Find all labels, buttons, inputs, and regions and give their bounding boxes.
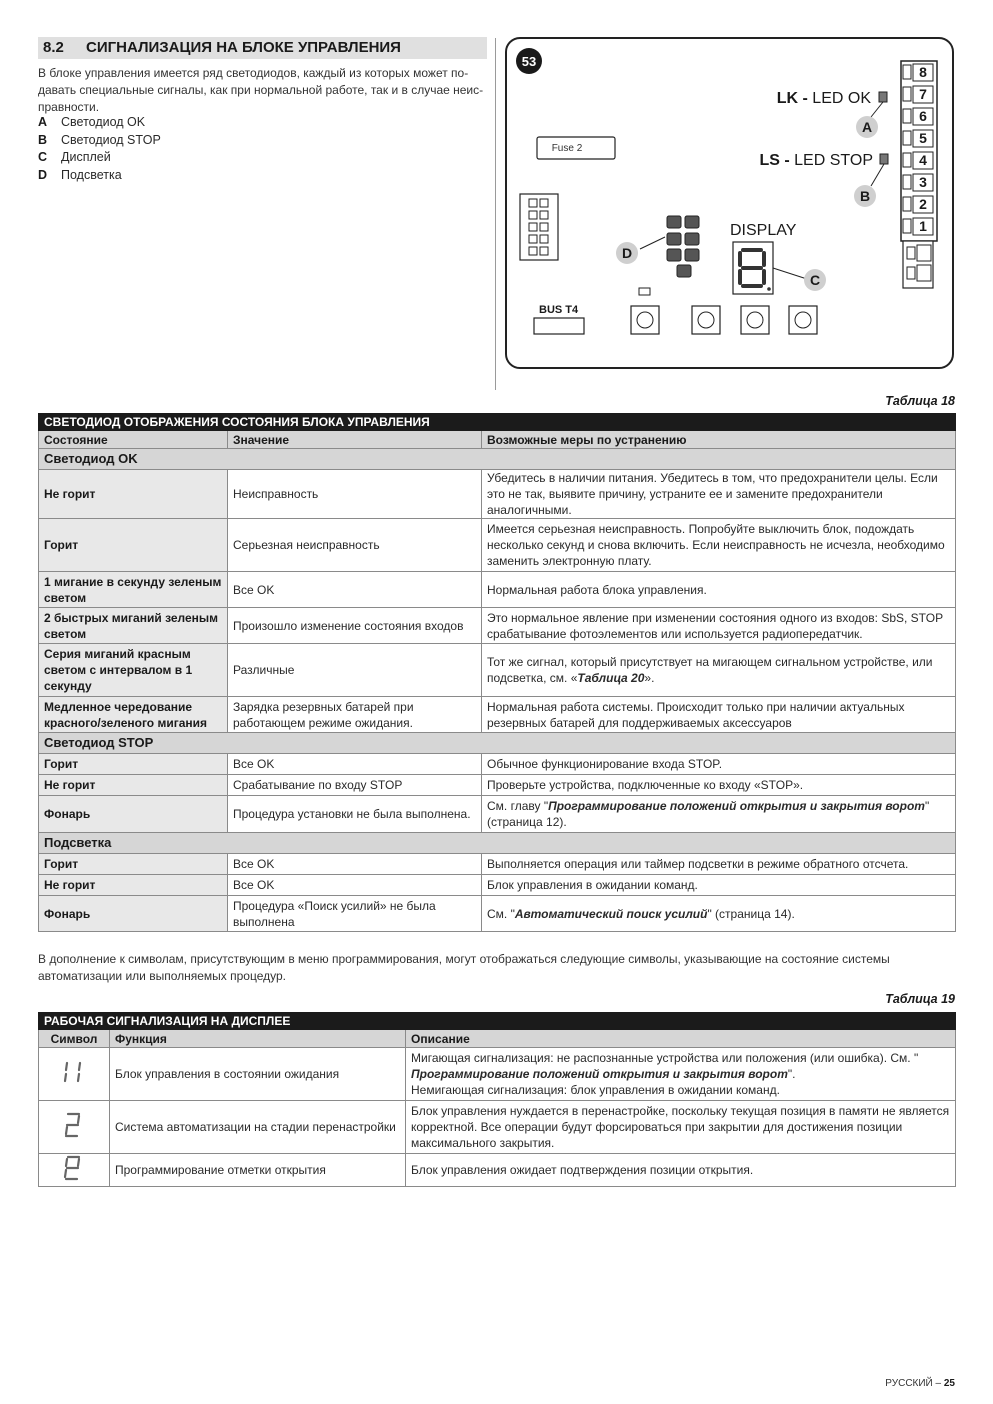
action-text: См. главу " (487, 799, 549, 813)
group-row (39, 449, 956, 470)
terminal-number: 8 (919, 64, 927, 80)
display-label: DISPLAY (730, 222, 797, 239)
board-button-cap (747, 312, 763, 328)
page-footer (885, 1378, 955, 1389)
connector-pin (529, 247, 537, 255)
group-row (39, 833, 956, 854)
value-cell: Произошло изменение состояния входов (228, 608, 482, 644)
description-cell (406, 1048, 956, 1101)
legend-item (38, 133, 161, 151)
terminal-screw (903, 65, 911, 79)
value-cell: Различные (228, 644, 482, 697)
legend-key: A (38, 115, 48, 129)
lk-label (777, 90, 872, 107)
board-button-cap (637, 312, 653, 328)
table18 (38, 413, 956, 932)
terminal-screw (903, 131, 911, 145)
led-ok (879, 92, 887, 102)
connector-pin (917, 245, 931, 261)
opening-mark-symbol-icon (63, 1154, 85, 1182)
action-text: ». (644, 671, 655, 685)
description-text: ". (787, 1067, 796, 1081)
action-cell: Убедитесь в наличии питания. Убедитесь в том, что предохранители целы. Если это не так, выявите причину, устраните ее и замените предохранители аналогичными. (482, 470, 956, 519)
action-cell: Обычное функционирование входа STOP. (482, 754, 956, 775)
recalibration-symbol-icon (63, 1111, 85, 1139)
action-cell: Нормальная работа системы. Происходит только при наличии актуальных резервных батарей для поддерживаемых аксессуаров (482, 697, 956, 733)
table19 (38, 1012, 956, 1187)
ls-text: LED STOP (789, 152, 873, 169)
state-cell: Не горит (39, 470, 228, 519)
backlight-led (685, 233, 699, 245)
callout-c: C (809, 272, 821, 288)
action-text: " (страница 14). (707, 906, 795, 921)
state-cell: 1 мигание в секунду зеленым светом (39, 572, 228, 608)
legend-item (38, 168, 161, 186)
terminal-screw (903, 153, 911, 167)
legend-item (38, 115, 161, 133)
connector-pin (529, 199, 537, 207)
function-cell: Программирование отметки открытия (110, 1154, 406, 1187)
description-cell: Блок управления нуждается в перенастройке, поскольку текущая позиция в памяти не является корректной. Все операции будут форсироваться при закрытии для достижения позиции максимального закрытия. (406, 1101, 956, 1154)
fuse-label: Fuse 2 (551, 143, 583, 154)
terminal-number: 4 (919, 152, 927, 168)
action-cell: Блок управления в ожидании команд. (482, 875, 956, 896)
ls-bold: LS - (759, 152, 790, 169)
terminal-screw (903, 197, 911, 211)
legend-key: C (38, 150, 48, 164)
action-cell: Выполняется операция или таймер подсветки в режиме обратного отсчета. (482, 854, 956, 875)
table-row (39, 1048, 956, 1101)
connector-pin (907, 267, 915, 279)
legend-key: B (38, 132, 48, 147)
chapter-reference: Программирование положений открытия и закрытия ворот (548, 799, 925, 813)
terminal-number: 3 (919, 174, 927, 190)
connector-pin (907, 247, 915, 259)
legend-item (38, 150, 161, 168)
backlight-led (685, 249, 699, 261)
jumper (639, 288, 650, 295)
table19-title: РАБОЧАЯ СИГНАЛИЗАЦИЯ НА ДИСПЛЕЕ (39, 1013, 956, 1030)
table-reference: Таблица 20 (577, 671, 645, 685)
value-cell: Процедура установки не была выполнена. (228, 796, 482, 833)
group-row (39, 733, 956, 754)
action-cell (482, 644, 956, 697)
standby-symbol-icon (63, 1058, 85, 1086)
connector-pin (529, 223, 537, 231)
table19-title-row (39, 1013, 956, 1030)
value-cell: Процедура «Поиск усилий» не была выполнена (228, 896, 482, 932)
action-cell: Имеется серьезная неисправность. Попробуйте выключить блок, подождать несколько секунд и снова включить. Если неисправность не исчезла, необходимо заменить электронную плату. (482, 519, 956, 572)
action-cell: Проверьте устройства, подключенные ко входу «STOP». (482, 775, 956, 796)
terminal-screw (903, 219, 911, 233)
lk-text: LED OK (807, 90, 871, 107)
table-row (39, 875, 956, 896)
chapter-reference: Программирование положений открытия и закрытия ворот (411, 1067, 788, 1081)
connector-pin (540, 235, 548, 243)
action-text: См. " (487, 906, 515, 921)
legend-list (38, 115, 161, 185)
section-number: 8.2 (43, 39, 64, 56)
state-cell: Серия миганий красным светом с интервалом в 1 секунду (39, 644, 228, 697)
terminal-number: 1 (919, 218, 927, 234)
value-cell: Все OK (228, 875, 482, 896)
state-cell: Горит (39, 754, 228, 775)
callout-a: A (861, 119, 873, 135)
backlight-led (685, 216, 699, 228)
intro-line: В блоке управления имеется ряд светодиодов, каждый из которых может по- (38, 66, 469, 80)
symbol-cell (39, 1154, 110, 1187)
description-cell: Блок управления ожидает подтверждения позиции открытия. (406, 1154, 956, 1187)
table-row (39, 754, 956, 775)
column-header: Возможные меры по устранению (482, 431, 956, 449)
chapter-reference: Автоматический поиск усилий (514, 906, 708, 921)
group-label: Светодиод STOP (39, 733, 956, 754)
page-number: 25 (943, 1378, 955, 1389)
legend-text: Дисплей (61, 150, 111, 164)
table18-caption: Таблица 18 (885, 394, 955, 408)
action-cell (482, 896, 956, 932)
column-header: Значение (228, 431, 482, 449)
action-text: " (страница 12). (487, 799, 930, 829)
terminal-number: 2 (919, 196, 927, 212)
value-cell: Неисправность (228, 470, 482, 519)
figure-number: 53 (521, 54, 537, 69)
state-cell: Не горит (39, 775, 228, 796)
state-cell: Горит (39, 519, 228, 572)
connector-pin (540, 211, 548, 219)
board-button-cap (698, 312, 714, 328)
board-button-cap (795, 312, 811, 328)
terminal-screw (903, 109, 911, 123)
connector-pin (529, 211, 537, 219)
group-label: Подсветка (39, 833, 956, 854)
table18-title-row (39, 414, 956, 431)
column-header: Описание (406, 1030, 956, 1048)
column-header: Состояние (39, 431, 228, 449)
led-stop (880, 154, 888, 164)
display-dot (767, 287, 771, 291)
connector-pin (540, 199, 548, 207)
value-cell: Все OK (228, 754, 482, 775)
table18-title: СВЕТОДИОД ОТОБРАЖЕНИЯ СОСТОЯНИЯ БЛОКА УПРАВЛЕНИЯ (39, 414, 956, 431)
function-cell: Система автоматизации на стадии перенастройки (110, 1101, 406, 1154)
bus-connector (534, 318, 584, 334)
action-cell: Нормальная работа блока управления. (482, 572, 956, 608)
connector-pin (540, 223, 548, 231)
action-cell (482, 796, 956, 833)
backlight-led (667, 249, 681, 261)
backlight-led (677, 265, 691, 277)
connector-pin (529, 235, 537, 243)
group-label: Светодиод OK (39, 449, 956, 470)
action-text: Тот же сигнал, который присутствует на мигающем сигнальном устройстве, или подсветка, см. « (487, 655, 933, 685)
terminal-number: 7 (919, 86, 927, 102)
state-cell: Фонарь (39, 796, 228, 833)
terminal-number: 6 (919, 108, 927, 124)
table18-header-row (39, 431, 956, 449)
table-row (39, 854, 956, 875)
control-board-figure (505, 37, 955, 371)
column-header: Символ (39, 1030, 110, 1048)
column-divider (495, 38, 496, 390)
table-row (39, 1101, 956, 1154)
legend-text: Светодиод OK (61, 115, 146, 129)
state-cell: Медленное чередование красного/зеленого мигания (39, 697, 228, 733)
value-cell: Зарядка резервных батарей при работающем режиме ожидания. (228, 697, 482, 733)
callout-d: D (621, 245, 633, 261)
callout-b: B (859, 188, 871, 204)
section-heading (38, 37, 487, 59)
legend-key: D (38, 167, 48, 182)
terminal-number: 5 (919, 130, 927, 146)
connector-pin (540, 247, 548, 255)
intro-paragraph (38, 65, 488, 116)
state-cell: Горит (39, 854, 228, 875)
table-row (39, 572, 956, 608)
value-cell: Все OK (228, 854, 482, 875)
state-cell: Фонарь (39, 896, 228, 932)
table-row (39, 608, 956, 644)
connector-pin (917, 265, 931, 281)
table-row (39, 519, 956, 572)
section-title: СИГНАЛИЗАЦИЯ НА БЛОКЕ УПРАВЛЕНИЯ (86, 39, 401, 56)
description-text: Немигающая сигнализация: блок управления в ожидании команд. (411, 1083, 780, 1097)
value-cell: Серьезная неисправность (228, 519, 482, 572)
legend-text: Подсветка (61, 167, 122, 182)
state-cell: Не горит (39, 875, 228, 896)
action-cell: Это нормальное явление при изменении состояния одного из входов: SbS, STOP срабатывание фотоэлементов или используется радиопередатчик. (482, 608, 956, 644)
symbol-cell (39, 1101, 110, 1154)
lk-bold: LK - (776, 90, 808, 107)
value-cell: Все OK (228, 572, 482, 608)
table-row (39, 697, 956, 733)
backlight-led (667, 216, 681, 228)
terminal-screw (903, 87, 911, 101)
description-text: Мигающая сигнализация: не распознанные устройства или положения (или ошибка). См. " (411, 1051, 919, 1065)
table-row (39, 470, 956, 519)
left-connector (520, 194, 558, 260)
table-row (39, 775, 956, 796)
footer-language: РУССКИЙ – (885, 1378, 944, 1389)
backlight-led (667, 233, 681, 245)
bus-label: BUS T4 (539, 304, 579, 316)
state-cell: 2 быстрых миганий зеленым светом (39, 608, 228, 644)
table-row (39, 1154, 956, 1187)
table19-header-row (39, 1030, 956, 1048)
table-row (39, 896, 956, 932)
function-cell: Блок управления в состоянии ожидания (110, 1048, 406, 1101)
paragraph-2: В дополнение к символам, присутствующим в меню программирования, могут отображаться следующие символы, указывающие на состояние системы автоматизации или выполняемых процедур. (38, 952, 890, 983)
intro-line: давать специальные сигналы, как при нормальной работе, так и в случае неис- (38, 83, 484, 97)
terminal-screw (903, 175, 911, 189)
table19-caption: Таблица 19 (885, 992, 955, 1006)
value-cell: Срабатывание по входу STOP (228, 775, 482, 796)
ls-label (759, 152, 873, 169)
symbol-cell (39, 1048, 110, 1101)
table-row (39, 796, 956, 833)
table-row (39, 644, 956, 697)
column-header: Функция (110, 1030, 406, 1048)
intro-line: правности. (38, 100, 100, 114)
legend-text: Светодиод STOP (61, 132, 161, 147)
